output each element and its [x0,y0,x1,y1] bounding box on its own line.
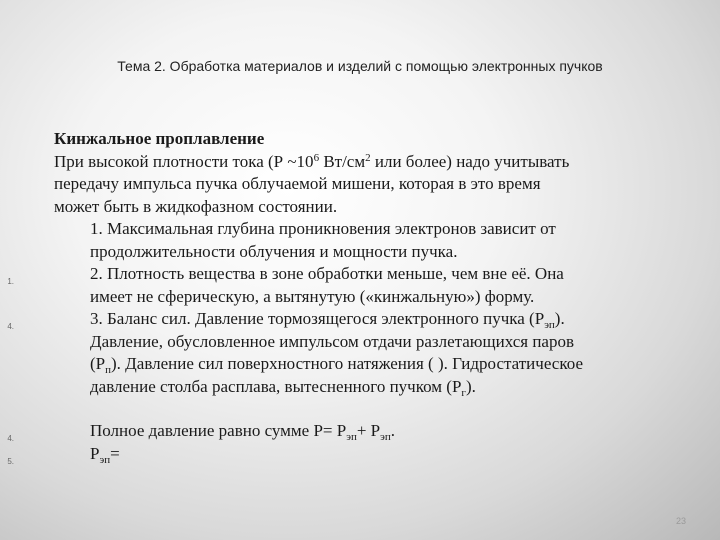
slide-title: Тема 2. Обработка материалов и изделий с помощью электронных пучков [117,58,603,74]
item3-line2: Давление, обусловленное импульсом отдачи разлетающихся паров [90,331,574,351]
list-marker: 5. [7,456,14,466]
superscript: 2 [365,151,371,164]
subscript: г [461,386,466,399]
item1-line1: 1. Максимальная глубина проникновения электронов зависит от [90,219,556,238]
section-heading: Кинжальное проплавление [54,129,265,148]
text-fragment: давление столба расплава, вытесненного пучком (Р [90,376,462,396]
list-marker: 4. [7,322,14,331]
list-marker: 4. [7,434,14,443]
subscript: эп [99,453,111,466]
item2-line1: 2. Плотность вещества в зоне обработки меньше, чем вне её. Она [90,264,564,283]
text-fragment: ). Давление сил поверхностного натяжения ( ). Гидростатическое [111,354,583,373]
subscript: п [105,364,112,376]
text-fragment: . [390,421,395,440]
text-fragment: + Р [356,421,381,440]
subscript: эп [380,431,391,443]
text-fragment: Вт/см [319,151,366,171]
subscript: эп [544,319,555,331]
item3-line1 [54,308,674,331]
text-fragment: 3. Баланс сил. Давление тормозящегося электронного пучка (Р [90,309,545,328]
spacer [54,398,674,420]
text-fragment: или более) надо учитывать [370,151,570,171]
item1-line2: продолжительности облучения и мощности пучка. [90,241,458,261]
text-fragment: Полное давление равно сумме Р= Р [90,421,347,440]
text-fragment: ). [465,376,476,396]
item5 [7,443,674,466]
text-fragment: При высокой плотности тока (Р ~10 [54,151,314,171]
item4 [7,420,674,443]
page-number: 23 [675,516,686,526]
item3-line3 [54,353,674,376]
superscript: 6 [313,151,320,164]
para1-line3: может быть в жидкофазном состоянии. [54,196,338,216]
text-fragment: ). [554,309,565,328]
text-fragment: = [110,443,120,463]
subscript: эп [346,431,357,443]
item3-line4 [54,376,674,399]
para1-line1 [54,151,674,174]
item3 [7,308,674,399]
item2-line2: имеет не сферическую, а вытянутую («кинжальную») форму. [90,286,535,306]
para1-line2: передачу импульса пучка облучаемой мишени, которая в это время [54,174,541,193]
list-marker: 1. [7,277,14,286]
text-fragment: Р [90,443,100,463]
slide-body [7,128,674,466]
item4-line [54,420,674,443]
item2 [7,263,674,308]
text-fragment: (Р [90,354,106,373]
item5-line [54,443,674,466]
